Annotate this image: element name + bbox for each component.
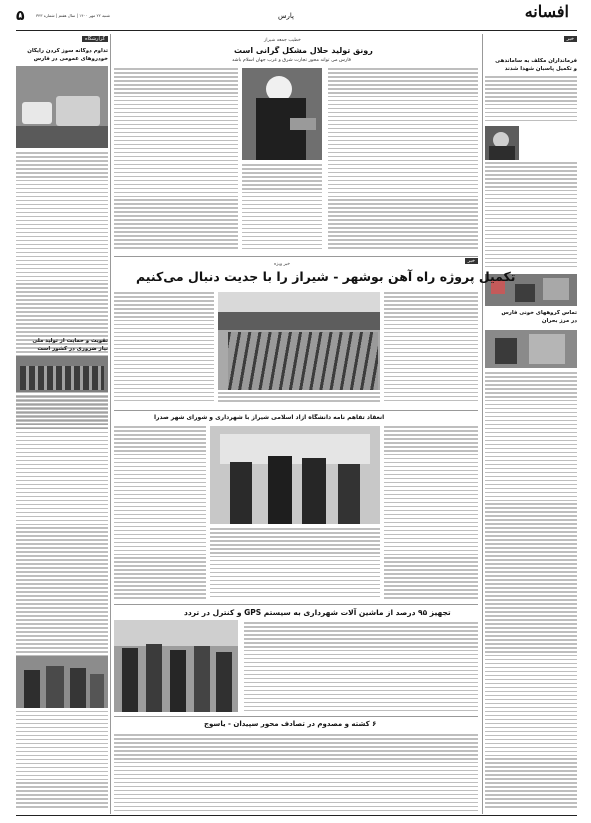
right-column-header: خبر <box>564 36 577 42</box>
right-story1-headline-1: فرمانداران مکلف به ساماندهی <box>495 58 577 64</box>
feature-headline: تکمیل پروژه راه آهن بوشهر - شیراز را با جدیت دنبال می‌کنیم <box>136 269 516 284</box>
section-name: پارس <box>278 12 295 20</box>
left-story2-headline-2: نیاز ضروری در کشور است <box>37 346 108 352</box>
feature-text-left <box>114 292 214 404</box>
accident-headline: ۶ کشته و مصدوم در تصادف محور سپیدان - یاسوج <box>204 720 377 728</box>
feature-text-right <box>384 292 478 404</box>
left-column-divider <box>110 34 111 814</box>
university-headline: انعقاد تفاهم نامه دانشگاه آزاد اسلامی شیراز با شهرداری و شورای شهر صدرا <box>154 414 385 421</box>
right-column <box>485 34 577 814</box>
top-story-text-right <box>328 68 478 254</box>
masthead-rule <box>16 30 577 31</box>
feature-top-rule <box>114 256 478 257</box>
right-column-divider <box>482 34 483 814</box>
accident-story <box>114 718 478 814</box>
accident-top-rule <box>114 716 478 717</box>
masthead-logo: افسانه <box>524 2 569 21</box>
gps-story <box>114 606 478 714</box>
feature-photo-caption <box>218 392 380 404</box>
right-story1-text-body <box>485 162 577 272</box>
right-story1-headline-2: و تکمیل پاسبان شهدا شدند <box>504 66 577 72</box>
feature-story <box>114 258 516 406</box>
left-story1-headline-1: تداوم دوگانه سوز کردن رایگان <box>27 48 108 54</box>
feature-kicker: خبر ویژه <box>274 262 290 267</box>
left-story2-headline-1: تقویت و حمایت از تولید ملی <box>32 338 108 344</box>
top-story-text-left <box>114 68 238 254</box>
accident-text <box>114 734 478 814</box>
gps-headline: تجهیز ۹۵ درصد از ماشین آلات شهرداری به سیستم GPS و کنترل در تردد <box>184 608 451 617</box>
left-column <box>16 34 108 814</box>
left-story1-headline-2: خودروهای عمومی در فارس <box>33 56 108 62</box>
gps-top-rule <box>114 604 478 605</box>
left-story2-photo <box>16 356 108 392</box>
university-story <box>114 412 478 602</box>
university-top-rule <box>114 410 478 411</box>
page-number: ۵ <box>16 8 25 24</box>
top-story-text-center <box>242 164 322 254</box>
university-text-bottom <box>210 528 380 602</box>
left-story2-text <box>16 396 108 814</box>
university-text-left <box>114 426 206 602</box>
feature-railway-photo <box>218 292 380 390</box>
left-column-header: گزارشگاه <box>82 36 108 42</box>
top-story-kicker: خطیب جمعه شیراز <box>264 38 301 43</box>
gps-text-right <box>244 622 478 714</box>
top-story-headline: رونق تولید حلال مشکل گرانی است <box>234 46 373 55</box>
masthead <box>0 0 591 34</box>
top-story <box>114 34 478 254</box>
top-story-subhead: فارس می تواند محور تجارت شرق و غرب جهان اسلام باشد <box>232 58 351 63</box>
feature-label: خبر <box>465 258 478 264</box>
gps-photo <box>114 620 238 712</box>
top-story-photo <box>242 68 322 160</box>
right-story2-photo-2 <box>485 330 577 368</box>
university-photo <box>210 426 380 524</box>
right-story2-headline-2: در مرز بحران <box>541 318 577 324</box>
issue-line: شنبه ۲۲ مهر ۱۴۰۰ | سال هفتم | شماره ۳۴۳ <box>36 13 110 18</box>
left-bottom-photo <box>16 656 108 708</box>
right-story2-text <box>485 372 577 812</box>
university-text-right <box>384 426 478 602</box>
right-story1-text-top <box>485 76 577 126</box>
right-story2-headline-1: تماس گروههای خونی فارس <box>501 310 577 316</box>
left-story1-photo <box>16 66 108 148</box>
page-bottom-rule <box>16 815 577 816</box>
